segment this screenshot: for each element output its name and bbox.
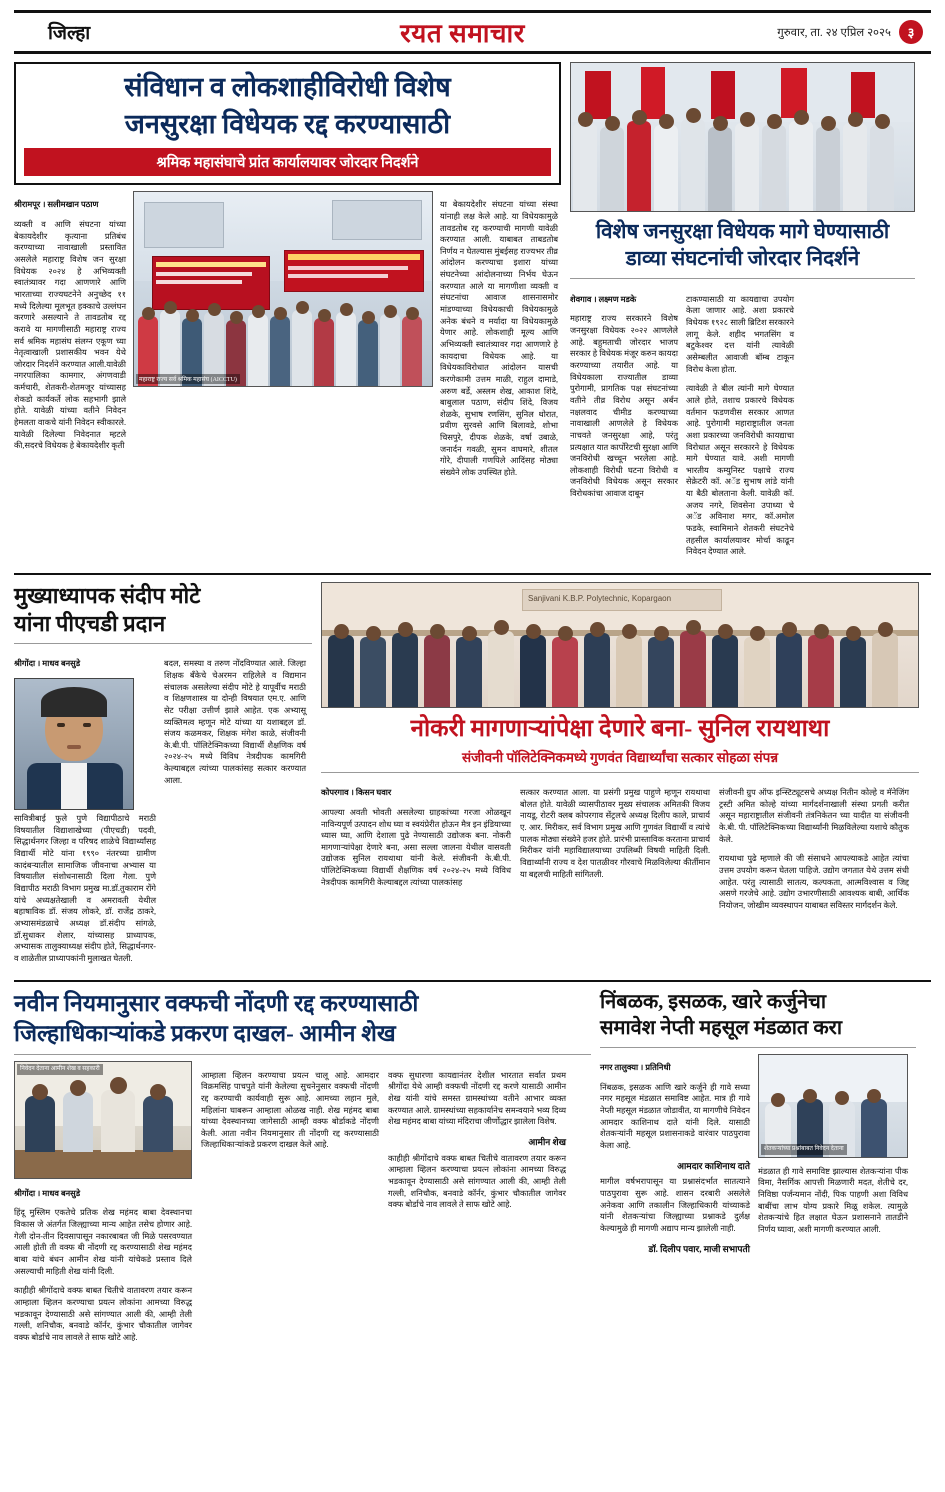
article-4-photo (321, 582, 919, 708)
article-6-headline-line1: निंबळक, इसळक, खारे कर्जुनेचा (600, 990, 827, 1013)
article-5-headline-line2: जिल्हाधिकाऱ्यांकडे प्रकरण दाखल- आमीन शेख (14, 1020, 396, 1046)
article-3 (14, 582, 312, 973)
page-number-badge: ३ (899, 20, 923, 44)
article-2-headline-line1: विशेष जनसुरक्षा विधेयक मागे घेण्यासाठी (595, 221, 890, 243)
article-3-para-1: सावित्रीबाई फुले पुणे विद्यापीठाचे मराठी विषयातील विद्याशाखेच्या (पीएचडी) पदवी, सिद्धार्थनगर जिल्हा व परिषद शाळेचे विद्यार्थ्यांसह विद्यार्थी मोटे यांना १९९० नंतरच्या ग्रामीण कादंबऱ्यातील सामाजिक जीवनाचा अभ्यास या विषयातील संशोधनासाठी दिला गेला. पुणे विद्यापीठ मराठी विभाग प्रमुख मा.डॉ.तुकाराम रोंगे यांचे अध्यक्षतेखाली व अमरावती येथील बहाषाविक डॉ. संजय लोकरे, डॉ. राजेंद्र ठाकरे, अभ्यासमंडळाचे अध्यक्ष डॉ.संदीप सांगळे, डॉ.सुधाकर शेलार, यांच्यासह प्राध्यापक, अभ्यासक तालुक्याध्यक्ष संदीप होते, सिद्धार्थनगर- व शाळेतील प्राध्यापकांनी मुलाखत घेतली. (14, 814, 156, 963)
article-2-para-2: टाकण्यासाठी या कायद्याचा उपयोग केला जाणार आहे. अशा प्रकारचे विधेयक १९२८ साली ब्रिटिश सरकारने लागू केले. शहीद भगतसिंग व बटुकेश्वर दत्त यांनी त्यावेळी असेम्बलीत आवाजी बॉम्ब टाकून विरोध केला होता. (686, 294, 794, 374)
article-1 (14, 62, 561, 566)
article-4-para-3: संजीवनी ग्रुप ऑफ इन्स्टिट्यूटसचे अध्यक्ष नितीन कोल्हे व मॅनेजिंग ट्रस्टी अमित कोल्हे यांच्या मार्गदर्शनाखाली संस्था प्रगती करीत असून महाराष्ट्रातील संजीवनी तंत्रनिकेतन च्या यादीत या संजीवनी के.बी. पी. पॉलिटेक्निकच्या विद्यार्थ्यांनी मिळविलेल्या यशाचे कौतुक केले. (719, 788, 909, 844)
article-3-dateline: श्रीगोंदा । माधव बनसुडे (14, 659, 81, 669)
article-4-dateline: कोपरगाव । किसन घवार (321, 788, 392, 798)
article-5-column-1 (14, 1061, 192, 1351)
article-1-column-1 (14, 191, 126, 487)
masthead (14, 10, 931, 54)
article-2-photo (570, 62, 915, 212)
section-label: जिल्हा (48, 23, 91, 44)
article-1-subhead: श्रमिक महासंघाचे प्रांत कार्यालयावर जोरदार निदर्शने (24, 148, 551, 176)
article-6 (600, 989, 916, 1352)
article-1-column-3 (440, 191, 558, 487)
article-3-headline-line2: यांना पीएचडी प्रदान (14, 610, 166, 636)
article-5-para-2: काहीही श्रीगोंदाचे वक्फ बाबत चितीचे वातावरण तयार करून आम्हाला व्हिलन करण्याचा प्रयत्न लोकांना आमच्या विरुद्ध भडकावून देण्यासाठी असे सांगण्यात आली की, आम्ही तेली गल्ली, शनिचौक, बनवाडे कॉर्नर, कुंभार चौकातील जागेवर वक्फ बोर्डाचे नाव लावले ते साफ खोटे आहे. (14, 1286, 192, 1343)
article-4-column-2 (520, 779, 710, 920)
article-2-column-2 (686, 285, 794, 566)
article-4-para-1: आपल्या अवती भोवती असलेल्या ग्राहकांच्या गरजा ओळखून नाविन्यपूर्ण उत्पादन शोध घ्या व स्वयंप्रेरीत होऊन मैत्र इन इंडियाच्या ध्यास घ्या, आणि देशाला पुढे नेण्यासाठी उद्योजक बना. नोकरी मागणाऱ्यांपेक्षा देणारे बना, असा सल्ला जालना येथील वासवती उद्योजक सुनिल रायथाथा यांनी केले. संजीवनी के.बी.पी. पॉलिटेक्निकच्या विद्यार्थी शैक्षणिक वर्ष २०२४-२५ मध्ये विविध नेत्रदीपक कामगिरी केल्याबद्दल त्यांच्या पालकांसह (321, 807, 511, 887)
article-6-signature-1: आमदार काशिनाथ दाते (677, 1160, 750, 1171)
article-4-headline: नोकरी मागणाऱ्यांपेक्षा देणारे बना- सुनिल रायथाथा (410, 716, 830, 743)
article-1-para-2: या बेकायदेशीर संघटना यांच्या संस्था यांनाही लक्ष केले आहे. या विधेयकामुळे तावडतोब रद्द करण्याची मागणी यावेळी करण्यात आली. याबाबत ताबडतोब निर्णय न घेतल्यास मुंबईसह राज्यभर तीव्र आंदोलन करण्याचा इशारा यांच्या संघटनेच्या आंदोलनाच्या निर्भय घेऊन करण्यात आले या मागणीशा व्यक्ती व संघटनांचा आवाज शासनासमोर मांडण्याच्या विधेयकाची विधेयकामुळे अनेक बंधने व मर्यादा या विधेयकामुळे येणार आहे. लोकशाही मूल्य आणि अभिव्यक्ती स्वातंत्र्यावर गदा आणणारे हे कायदाचा विधेयक आहे. या विधेयकाविरोधात आंदोलन यासची करणेकामी उत्तम माळी, राहुल दामाडे, अरुण बर्डे, अस्लम शेख, आकाश शिंदे, बाबुलाल पठाण, संदीप शिंदे, विजय शेळके, सुभाष रणसिंग, सुनिल थोरात, प्रवीण सुरवसे आणि बिलावडे, शोभा चिसपुरे, दीपक शेळके, वर्षा उबाळे, जनार्दन गवळी, सुमन वाघमारे, शीतल गोरे, दीपाली गणपिले आदिंसह मोठ्या संख्येने लोक उपस्थित होते. (440, 200, 558, 478)
publication-date: गुरुवार, ता. २४ एप्रिल २०२५ (777, 26, 891, 39)
article-5-headline-line1: नवीन नियमानुसार वक्फची नोंदणी रद्द करण्यासाठी (14, 990, 419, 1016)
article-2-dateline: शेवगाव । लक्ष्मण मडके (570, 294, 637, 304)
article-4-column-1 (321, 779, 511, 920)
article-5-signature: आमीन शेख (528, 1137, 566, 1148)
article-6-headline-line2: समावेश नेप्ती महसूल मंडळात करा (600, 1016, 843, 1039)
article-6-para-2: मागील वर्षभरापासून या प्रश्नासंदर्भात सातत्याने पाठपुरावा सुरू आहे. शासन दरबारी असलेले अनेकवा आणि तकालीन जिल्हाधिकारी यांच्याकडे यांनी शेतकऱ्यांचा जिल्ह्याच्या प्रश्नाकडे दुर्लक्ष केल्यामुळे ही मागणी अद्याप मान्य झालेली नाही. (600, 1177, 750, 1234)
article-2-column-1 (570, 285, 678, 566)
article-2 (570, 62, 915, 566)
article-5-dateline: श्रीगोंदा । माधव बनसुडे (14, 1188, 81, 1198)
article-5-column-3 (388, 1061, 566, 1351)
article-2-column-3 (802, 285, 910, 566)
middle-section (14, 582, 931, 973)
article-3-headline-line1: मुख्याध्यापक संदीप मोटे (14, 583, 201, 609)
article-2-para-3: त्यावेळी ते बील त्यांनी मागे घेण्यात आले होते, तशाच प्रकारचे विधेयक वर्तमान फडणवीस सरकार आणत आहे. पुरोगामी महाराष्ट्रातील जनता अशा प्रकारच्या जनविरोधी कायद्याचा विरोधात असून सरकारने हे विधेयक मागे घेण्यात यावे. अशी मागणी भारतीय कम्युनिस्ट पक्षाचे राज्य सेक्रेटरी कॉ. अॅड सुभाष लांडे यांनी या बैठी बोलताना केली. यावेळी कॉ. अजय नगरे, शिवसेना उपाध्या चे अॅड अविनाश मगर, कॉ.अमोल फडके, स्वामिमाने शेतकरी संघटनेचे तहसील कार्यालयावर मोर्चा काढून निवेदन देण्यात आले. (686, 384, 794, 557)
article-4 (321, 582, 919, 973)
article-5-para-4: वक्फ सुधारणा कायद्यानंतर देशील भारतात सर्वात प्रथम श्रीगोंदा येथे आम्ही वक्फची नोंदणी रद्द करणे यासाठी आमीन शेख यांनी यांचे समस्त ग्रामस्थांच्या वतीने आभार व्यक्त करण्यात आले. ग्रामस्थांच्या सहकार्यानेच समन्वयाने भव्य दिव्य शेख महंमद बाबा यांच्या मंदिराचा जीर्णोद्धार झालेला विशेष. (388, 1070, 566, 1127)
article-3-para-2: बदल, समस्या व तरुण नोंदविण्यात आले. जिल्हा शिक्षक बँकेचे चेअरमन राहिलेले व विद्यमान संचालक असलेल्या संदीप मोटे हे यापूर्वीच मराठी व शिक्षणशास्त्र या दोन्ही विषयात एम.ए. आणि सेट परीक्षा उत्तीर्ण झाले आहेत. एक अभ्यासू व्यक्तिमत्व म्हणून मोटे यांच्या या यशाबद्दल डॉ. संजय कळमकर, शिक्षक मंगेश काळे, संजीवनी के.बी.पी. पॉलिटेक्निकच्या विद्यार्थी शैक्षणिक वर्ष २०२४-२५ मध्ये विविध नेत्रदीपक कामगिरी केल्याबद्दल त्यांच्या पालकांसह सत्कार करण्यात आला. (164, 659, 306, 785)
article-4-subhead: संजीवनी पॉलिटेक्निकमध्ये गुणवंत विद्यार्थ्यांचा सत्कार सोहळा संपन्न (461, 749, 779, 765)
article-6-para-1: निंबळक, इसळक आणि खारे कर्जुने ही गावे सध्या नगर महसूल मंडळात समाविष्ट आहेत. मात्र ही गावे नेप्ती महसूल मंडळात जोडावीत, या मागणीचे निवेदन आमदार काशिनाथ दाते यांनी दिले. यासाठी शेतकऱ्यांनी महसूल प्रशासनाकडे वारंवार पाठपुरावा केला आहे. (600, 1082, 750, 1150)
masthead-meta (693, 20, 923, 44)
article-5-para-3: आम्हाला व्हिलन करण्याचा प्रयत्न चालू आहे. आमदार विक्रमसिंह पाचपुते यांनी केलेल्या सुचनेनुसार वक्फची नोंदणी रद्द करण्याची कार्यवाही सुरू आहे. आमच्या लहान मुले, महिलांना घाबरून आम्हाला ओळख नाही. शेख महंमद बाबा यांच्या देवस्थानच्या जागेसाठी आम्ही वक्फ बोर्डाकडे नोंदणी केली. आता नवीन नियमानुसार ती नोंदणी रद्द करण्यासाठी जिल्हाधिकाऱ्यांकडे प्रकरण दाखल केले आहे. (201, 1070, 379, 1150)
article-1-dateline: श्रीरामपूर । सलीमखान पठाण (14, 200, 99, 210)
bottom-section (14, 989, 931, 1352)
article-6-dateline: नगर तालुक्या । प्रतिनिधी (600, 1062, 671, 1072)
article-5-para-1: हिंदू मुस्लिम एकतेचे प्रतिक शेख महंमद बाबा देवस्थानचा विकास जे अंतर्गत जिल्ह्याच्या मान्य आहेत तसेच होणार आहे. गेली दोन-तीन दिवसापासून नकारबाबत जी मिळे पसरवण्यात आली होती ती वक्फ बी नोंदणी रद्द करण्यासाठी शेख महंमद बाबा यांचे बंधन आमीन शेख यांनी यांचेकडे प्रस्ताव दिले असल्याची माहिती शेख यांनी दिली. (14, 1208, 192, 1276)
article-2-para-1: महाराष्ट्र राज्य सरकारने विशेष जनसुरक्षा विधेयक २०२२ आणलेले आहे. बहुमताची जोरदार भाजप सरकार हे विधेयक मंजूर करुन कायदा करण्याच्या तयारीत आहे. या विधेयकाला राज्यातील डाव्या पुरोगामी, प्रागतिक पक्ष संघटनांच्या वतीने तीव्र विरोध असून अर्बन नक्षलवाद चीमीड करण्याच्या नावाखाली आणलेले हे विधेयक नाचवते जनसुरक्षा आहे, परंतु प्रत्यक्षात यात कार्पोरेटची सुरक्षा आणि जनविरोधी खच्चून भरलेला आहे. लोकशाही विरोधी घटना विरोधी व जनविरोधी विधेयक असून सरकार विरोधकांचा आवाज दाबून (570, 314, 678, 499)
article-6-para-3: मंडळात ही गावे समाविष्ट झाल्यास शेतकऱ्यांना पीक विमा, नैसर्गिक आपत्ती मिळणारी मदत, शेतीचे दर, निविष्ठा पर्जन्यमान नोंदी, पिक पाहणी अशा विविध बाबींचा लाभ योग्य प्रकारे मिळू शकेल. त्यामुळे शेतकऱ्यांचे हित लक्षात घेऊन प्रशासनाने तातडीने निर्णय घ्यावा, अशी मागणी करण्यात आली. (758, 1166, 908, 1235)
article-3-column-1 (14, 650, 156, 973)
article-1-headline-line1: संविधान व लोकशाहीविरोधी विशेष (124, 72, 451, 102)
article-6-column-2 (758, 1054, 908, 1256)
article-4-para-4: रायथाथा पुढे म्हणाले की जी संसाधने आपल्याकडे आहेत त्यांचा उत्तम उपयोग करून घेतला पाहिजे. उद्योग जगतात येथे उत्तम संधी आहेत. परंतु त्यासाठी सातत्य, कल्पकता, आत्मविश्वास व जिद्द असणे गरजेचे आहे. उद्योग उभारणीसाठी आवश्यक बाबी, आर्थिक नियोजन, जोखीम व्यवस्थापन याबाबत सविस्तर मार्गदर्शन केले. (719, 854, 909, 910)
article-3-portrait (14, 678, 134, 810)
article-2-headline-line2: डाव्या संघटनांची जोरदार निदर्शने (625, 248, 860, 271)
article-6-column-1 (600, 1054, 750, 1256)
top-section (14, 62, 931, 566)
article-6-signature-2: डॉ. दिलीप पवार, माजी सभापती (648, 1243, 750, 1254)
article-6-photo-caption: शेतकऱ्यांच्या प्रश्नांबाबत निवेदन देताना (761, 1144, 847, 1155)
article-1-photo-caption: महाराष्ट्र राज्य सर्व श्रमिक महासंघ (AICCTU) (136, 374, 240, 384)
article-4-column-3 (719, 779, 909, 920)
article-5-column-2 (201, 1061, 379, 1351)
article-1-photo (133, 191, 433, 387)
article-1-headline-line2: जनसुरक्षा विधेयक रद्द करण्यासाठी (124, 108, 451, 139)
newspaper-title: रयत समाचार (400, 19, 525, 48)
article-5 (14, 989, 591, 1352)
article-3-column-2 (164, 650, 306, 973)
article-4-para-2: सत्कार करण्यात आला. या प्रसंगी प्रमुख पाहुणे म्हणून रायथाथा बोलत होते. यावेळी व्यासपीठावर मुख्य संचालक अमितकी विजय नायडू, रोटरी क्लब कोपरगाव सेंट्रलचे अध्यक्ष दिलीप काले, प्राचार्य ए. आर. मिरीकर, सर्व विभाग प्रमुख आणि गुणवंत विद्यार्थी व त्यांचे पालक मोठ्या संख्येने हजर होते. प्रारंभी प्रास्ताविक करताना प्राचार्य मिरीकर यांनी महाविद्यालयाच्या उपलिब्धी विषयी माहिती दिली. विद्यार्थ्यांनी राज्य व देश पातळीवर गौरवाचे मिळविलेल्या कीर्तीमान या बद्दलची माहिती सांगितली. (520, 788, 710, 879)
article-5-para-5: काहीही श्रीगोंदाचे वक्फ बाबत चितीचे वातावरण तयार करून आम्हाला व्हिलन करण्याचा प्रयत्न लोकांना आमच्या विरुद्ध भडकावून देण्यासाठी असे सांगण्यात आली की, आम्ही तेली गल्ली, शनिचौक, बनवाडे कॉर्नर, कुंभार चौकातील जागेवर वक्फ बोर्डाचे नाव लावले ते साफ खोटे आहे. (388, 1153, 566, 1210)
article-4-photo-caption: Sanjivani K.B.P. Polytechnic, Kopargaon (528, 594, 672, 604)
article-1-para-1: व्यक्ती व आणि संघटना यांच्या बेकायदेशीर कृत्याना प्रतिबंध करण्याच्या नावाखाली प्रस्तावित असलेले महाराष्ट्र विशेष जन सुरक्षा विधेयक २०२४ हे अभिव्यक्ती स्वातंत्र्यावर गदा आणणारे आणि भारताच्या राज्यघटनेने अनुच्छेद ११ मध्ये दिलेल्या मूलभूत हक्काचे उल्लंघन करणारे असल्याने ते तावडतोब रद्द करावे या मागणीसाठी महाराष्ट्र राज्य सर्व श्रमिक महासंघ संलग्न एकूण च्या नेतृत्वाखाली प्रशासकीय भवन येथे जोरदार निदर्शने करण्यात आली.यावेळी नगरपालिका कामगार, अंगणवाडी कर्मचारी, शेतकरी-शेतमजूर यांच्यासह शेकडो कार्यकर्ते लोक सहभागी झाले होते. यावेळी यांच्या वतीने निवेदन हेमलता वाकचे यांनी निवेदन स्वीकारले. यावेळी दिलेल्या निवेदनात म्हटले की,सदरचे विधेयक हे बेकायदेशीर कृती (14, 220, 126, 451)
article-5-photo-caption: निवेदन देताना आमीन शेख व सहकारी (17, 1064, 103, 1075)
